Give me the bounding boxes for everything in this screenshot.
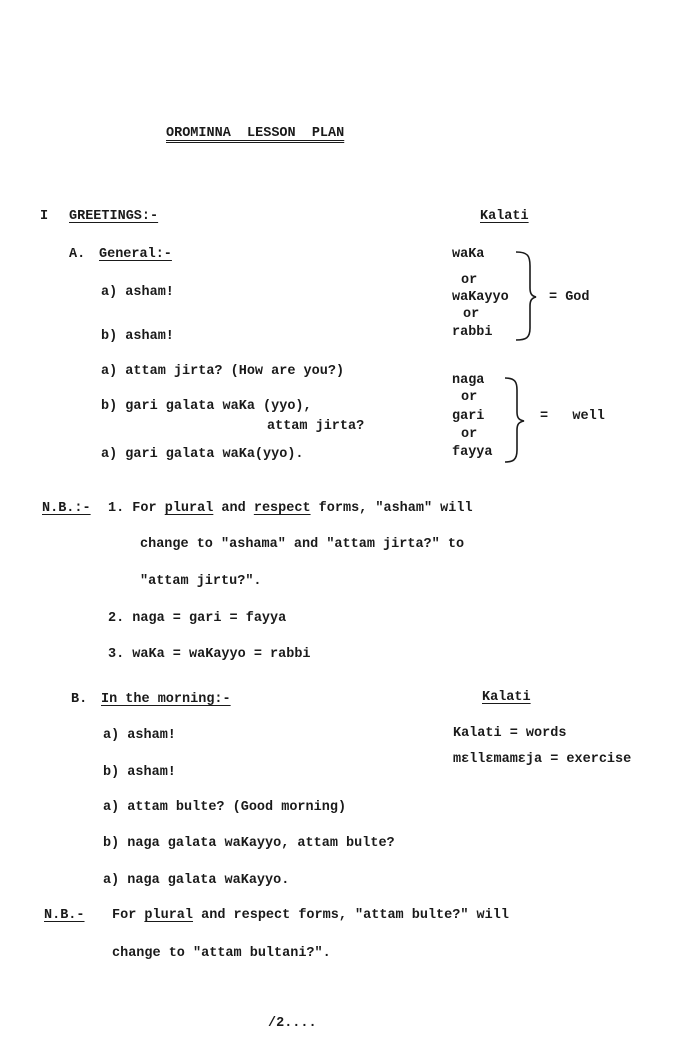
dialogue-line: a) asham! [101,285,174,300]
vocab-meaning-god: = God [549,290,590,305]
kalati-heading: Kalati [482,690,531,705]
vocab-word: waKayyo [452,290,509,305]
nb-item-1-line3: "attam jirtu?". [140,574,262,589]
section-heading-greetings: GREETINGS:- [69,209,159,224]
nb-item-2: 2. naga = gari = fayya [108,611,287,626]
dialogue-line: b) asham! [103,765,176,780]
subsection-heading-morning: In the morning:- [101,692,231,707]
dialogue-line: a) naga galata waKayyo. [103,873,290,888]
vocab-definition: Kalati = words [453,726,567,741]
kalati-heading: Kalati [480,209,529,224]
page-marker: /2.... [268,1016,317,1031]
vocab-word: naga [452,373,485,388]
vocab-definition: mɛllɛmamɛja = exercise [453,752,632,767]
nb-item-3: 3. waKa = waKayyo = rabbi [108,647,311,662]
nb-note: For plural and respect forms, "attam bulte?" will [112,908,509,923]
nb-label: N.B.- [44,908,85,923]
vocab-meaning-well: = well [540,409,605,424]
section-numeral: I [40,209,49,224]
vocab-word: gari [452,409,485,424]
vocab-word: waKa [452,247,485,262]
dialogue-line: b) naga galata waKayyo, attam bulte? [103,836,395,851]
dialogue-line-continued: attam jirta? [267,419,365,434]
subsection-letter-b: B. [71,692,88,707]
vocab-or: or [461,427,478,442]
vocab-or: or [463,307,480,322]
dialogue-line: a) attam bulte? (Good morning) [103,800,347,815]
right-brace-icon [514,250,538,342]
vocab-or: or [461,273,478,288]
vocab-word: fayya [452,445,493,460]
nb-label: N.B.:- [42,501,91,516]
subsection-letter-a: A. [69,247,86,262]
dialogue-line: a) gari galata waKa(yyo). [101,447,304,462]
vocab-word: rabbi [452,325,493,340]
right-brace-icon [503,376,527,464]
nb-item-1: 1. For plural and respect forms, "asham" will [108,501,473,516]
nb-item-1-line2: change to "ashama" and "attam jirta?" to [140,537,465,552]
dialogue-line: b) asham! [101,329,174,344]
nb-note-line2: change to "attam bultani?". [112,946,331,961]
subsection-heading-general: General:- [99,247,172,262]
dialogue-line: b) gari galata waKa (yyo), [101,399,312,414]
dialogue-line: a) asham! [103,728,176,743]
page-title: OROMINNA LESSON PLAN [166,126,345,141]
dialogue-line: a) attam jirta? (How are you?) [101,364,345,379]
vocab-or: or [461,390,478,405]
